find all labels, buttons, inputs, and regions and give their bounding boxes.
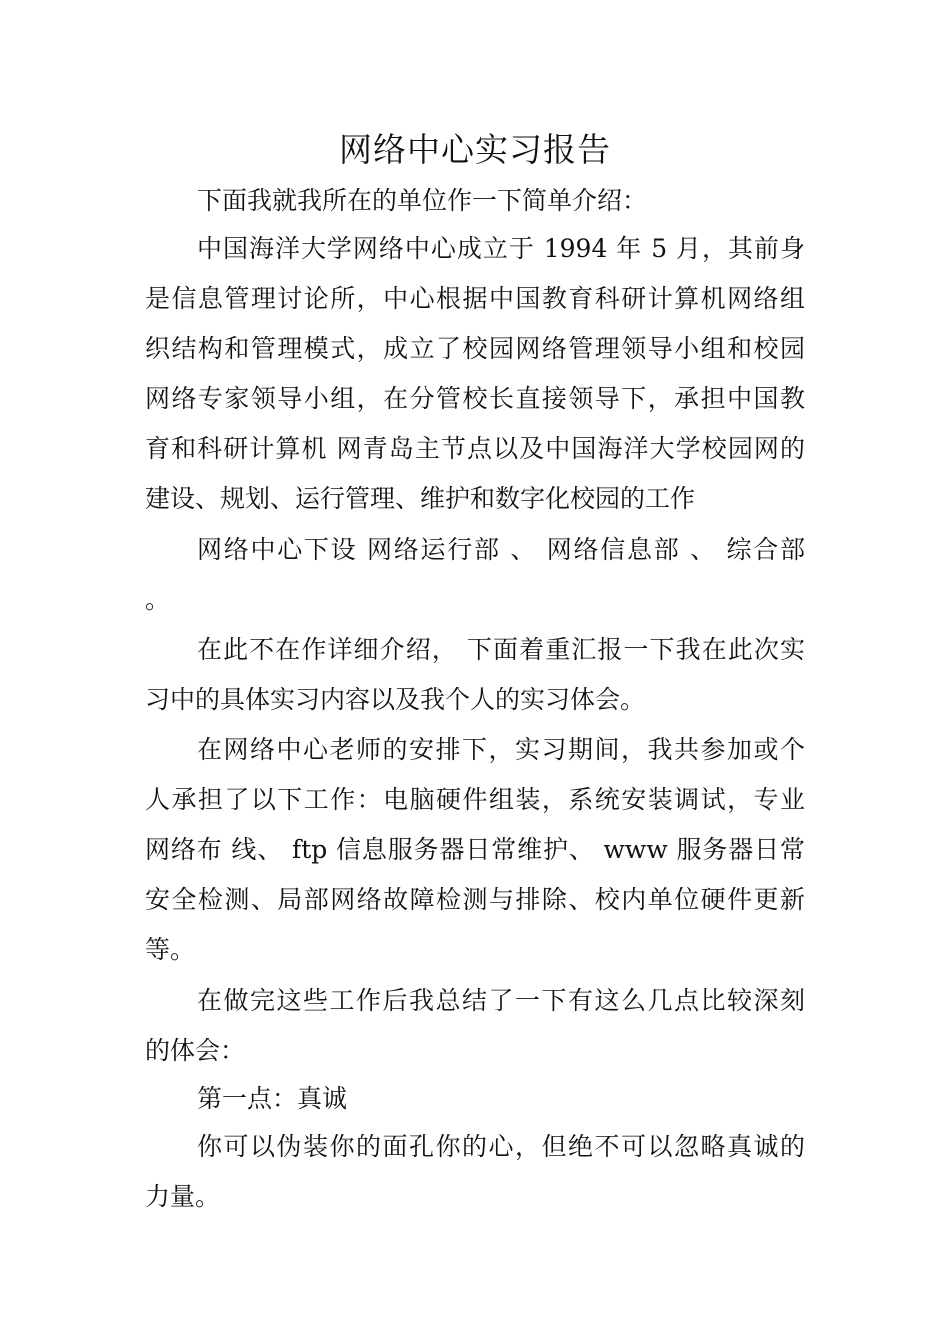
document-title: 网络中心实习报告 xyxy=(339,130,611,169)
text-line: 织结构和管理模式，成立了校园网络管理领导小组和校园 xyxy=(145,334,805,363)
text-line: 习中的具体实习内容以及我个人的实习体会。 xyxy=(145,685,646,714)
text-line: 在此不在作详细介绍， 下面着重汇报一下我在此次实 xyxy=(197,635,805,664)
text-line: 力量。 xyxy=(145,1182,221,1211)
text-line: 育和科研计算机 网青岛主节点以及中国海洋大学校园网的 xyxy=(145,434,805,463)
text-line: 网络专家领导小组，在分管校长直接领导下，承担中国教 xyxy=(145,384,805,413)
text-line: 中国海洋大学网络中心成立于 1994 年 5 月，其前身 xyxy=(197,234,805,263)
text-line: 在做完这些工作后我总结了一下有这么几点比较深刻 xyxy=(197,986,805,1015)
text-line: 建设、规划、运行管理、维护和数字化校园的工作 xyxy=(145,484,696,513)
text-line: 人承担了以下工作：电脑硬件组装，系统安装调试，专业 xyxy=(145,785,805,814)
text-line: 网络中心下设 网络运行部 、 网络信息部 、 综合部 xyxy=(197,535,805,564)
text-line: 在网络中心老师的安排下，实习期间，我共参加或个 xyxy=(197,735,805,764)
section-heading: 第一点：真诚 xyxy=(197,1084,348,1113)
text-line: 安全检测、局部网络故障检测与排除、校内单位硬件更新 xyxy=(145,885,805,914)
text-line: 的体会： xyxy=(145,1036,246,1065)
text-line: 。 xyxy=(145,585,171,614)
text-line: 网络布 线、 ftp 信息服务器日常维护、 www 服务器日常 xyxy=(145,835,805,864)
text-line: 你可以伪装你的面孔你的心，但绝不可以忽略真诚的 xyxy=(197,1132,805,1161)
text-line: 下面我就我所在的单位作一下简单介绍： xyxy=(197,186,648,215)
text-line: 是信息管理讨论所，中心根据中国教育科研计算机网络组 xyxy=(145,284,805,313)
text-line: 等。 xyxy=(145,935,196,964)
